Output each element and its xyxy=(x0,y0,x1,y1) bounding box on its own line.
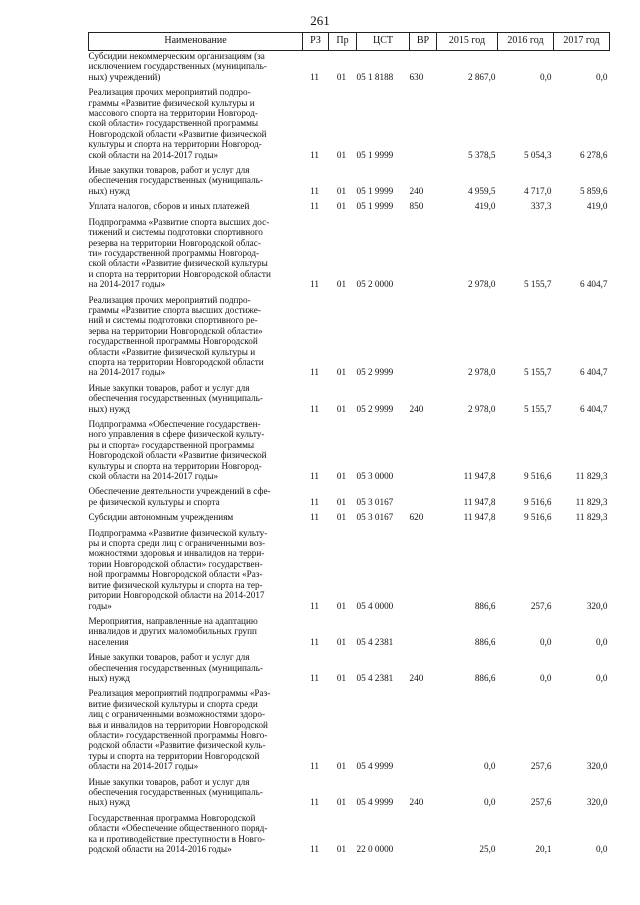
row-2016: 257,6 xyxy=(530,797,552,808)
row-pr: 01 xyxy=(336,496,347,507)
row-2016: 0,0 xyxy=(540,71,552,82)
row-pr: 01 xyxy=(336,797,347,808)
row-2015: 886,6 xyxy=(474,600,496,611)
row-2016: 0,0 xyxy=(540,672,552,683)
table-header-row xyxy=(89,33,610,51)
row-2016: 4 717,0 xyxy=(523,185,552,196)
row-rz: 11 xyxy=(310,761,319,772)
row-2017: 0,0 xyxy=(596,71,608,82)
header-pr: Пр xyxy=(329,33,357,51)
row-name: Иные закупки товаров, работ и услуг для обеспечения государственных (муниципаль- ных) нужд xyxy=(88,382,263,414)
row-cst: 05 4 9999 xyxy=(356,797,394,808)
row-2015: 886,6 xyxy=(474,636,496,647)
row-2016: 257,6 xyxy=(530,761,552,772)
row-vr xyxy=(410,217,437,292)
row-2017: 419,0 xyxy=(586,201,608,212)
table-row xyxy=(89,512,610,524)
table-row xyxy=(89,51,610,85)
row-2016: 0,0 xyxy=(540,636,552,647)
row-rz: 11 xyxy=(310,636,319,647)
row-rz: 11 xyxy=(310,496,319,507)
row-pr: 01 xyxy=(336,471,347,482)
row-vr xyxy=(410,486,437,509)
row-vr xyxy=(410,87,437,162)
row-name: Субсидии некоммерческим организациям (за исключением государственных (муниципаль- ных) учреждений) xyxy=(88,51,267,82)
row-name: Субсидии автономным учреждениям xyxy=(88,512,234,523)
row-name: Иные закупки товаров, работ и услуг для обеспечения государственных (муниципаль- ных) нужд xyxy=(88,652,263,683)
row-2015: 11 947,8 xyxy=(463,512,496,523)
row-rz: 11 xyxy=(310,149,319,160)
row-pr: 01 xyxy=(336,367,347,378)
row-vr: 850 xyxy=(409,201,424,212)
row-2015: 4 959,5 xyxy=(467,185,496,196)
row-pr: 01 xyxy=(336,185,347,196)
row-2016: 9 516,6 xyxy=(523,512,552,523)
row-2017: 11 829,3 xyxy=(575,471,608,482)
row-2015: 419,0 xyxy=(474,201,496,212)
row-2017: 11 829,3 xyxy=(575,512,608,523)
table-row xyxy=(89,777,610,810)
row-2017: 320,0 xyxy=(586,600,608,611)
row-vr: 240 xyxy=(409,672,424,683)
row-name: Реализация мероприятий подпрограммы «Раз- витие физической культуры и спорта среди лиц с ограниченными возможностями здоро- вья и инвалидов на территории Новгородской области» государственной программы Новго- родской области «Развитие физической куль- туры и спорта на территории Новгородской области на 2014-2017 годы» xyxy=(88,688,271,772)
row-2017: 0,0 xyxy=(596,844,608,855)
row-2016: 5 155,7 xyxy=(523,403,552,414)
table-row xyxy=(89,383,610,416)
row-name: Подпрограмма «Развитие физической культу- ры и спорта среди лиц с ограниченными воз- можностями здоровья и инвалидов на терри- тории Новгородской области» государствен- ной программы Новгородской области «Раз- витие физической культуры и спорта на тер- ритории Новгородской области на 2014-2017 годы» xyxy=(88,527,268,611)
header-rz: РЗ xyxy=(303,33,329,51)
row-2016: 337,3 xyxy=(530,201,552,212)
row-rz: 11 xyxy=(310,844,319,855)
row-rz: 11 xyxy=(310,367,319,378)
row-cst: 05 4 2381 xyxy=(356,672,394,683)
header-2016: 2016 год xyxy=(498,33,554,51)
table-row xyxy=(89,528,610,613)
row-rz: 11 xyxy=(310,600,319,611)
row-2016: 20,1 xyxy=(535,844,552,855)
row-name: Подпрограмма «Развитие спорта высших дос- тижений и системы подготовки спортивного резерва на территории Новгородской облас- ти» государственной программы Новгород- ской области «Развитие физической культуры и спорта на территории Новгородской области на 2014-2017 годы» xyxy=(88,216,271,290)
row-pr: 01 xyxy=(336,844,347,855)
row-pr: 01 xyxy=(336,600,347,611)
row-2016: 9 516,6 xyxy=(523,496,552,507)
row-2016: 5 155,7 xyxy=(523,367,552,378)
table-row xyxy=(89,652,610,685)
row-pr: 01 xyxy=(336,149,347,160)
table-row xyxy=(89,616,610,649)
row-2015: 2 978,0 xyxy=(467,279,496,290)
row-pr: 01 xyxy=(336,761,347,772)
row-rz: 11 xyxy=(310,279,319,290)
row-vr: 240 xyxy=(409,185,424,196)
row-cst: 05 4 2381 xyxy=(356,636,394,647)
row-pr: 01 xyxy=(336,512,347,523)
table-row xyxy=(89,813,610,857)
row-pr: 01 xyxy=(336,636,347,647)
row-2015: 886,6 xyxy=(474,672,496,683)
row-name: Мероприятия, направленные на адаптацию инвалидов и других маломобильных групп населения xyxy=(88,615,258,647)
row-2015: 2 867,0 xyxy=(467,71,496,82)
row-2017: 0,0 xyxy=(596,636,608,647)
row-cst: 05 4 0000 xyxy=(356,600,394,611)
row-vr xyxy=(410,419,437,483)
row-cst: 05 3 0167 xyxy=(356,512,394,523)
row-2017: 5 859,6 xyxy=(579,185,608,196)
row-name: Иные закупки товаров, работ и услуг для обеспечения государственных (муниципаль- ных) нужд xyxy=(88,165,263,196)
table-row xyxy=(89,486,610,509)
row-2015: 2 978,0 xyxy=(467,403,496,414)
row-rz: 11 xyxy=(310,185,319,196)
row-2017: 6 404,7 xyxy=(579,367,608,378)
row-name: Иные закупки товаров, работ и услуг для обеспечения государственных (муниципаль- ных) нужд xyxy=(88,776,263,808)
row-vr: 240 xyxy=(409,403,424,414)
row-2017: 320,0 xyxy=(586,797,608,808)
budget-table xyxy=(88,32,610,856)
row-2017: 320,0 xyxy=(586,761,608,772)
header-vr: ВР xyxy=(410,33,437,51)
row-rz: 11 xyxy=(310,471,319,482)
table-row xyxy=(89,201,610,213)
row-cst: 05 3 0167 xyxy=(356,496,394,507)
row-2016: 5 054,3 xyxy=(523,149,552,160)
row-pr: 01 xyxy=(336,201,347,212)
row-cst: 05 1 8188 xyxy=(356,71,394,82)
row-2015: 25,0 xyxy=(479,844,496,855)
header-cst: ЦСТ xyxy=(357,33,410,51)
row-2015: 0,0 xyxy=(484,797,496,808)
row-name: Государственная программа Новгородской области «Обеспечение общественного поряд- ка и противодействие преступности в Новго- родской области на 2014-2016 годы» xyxy=(88,812,268,855)
row-2015: 11 947,8 xyxy=(463,471,496,482)
row-rz: 11 xyxy=(310,201,319,212)
row-vr: 630 xyxy=(409,71,424,82)
row-cst: 05 1 9999 xyxy=(356,149,394,160)
row-cst: 05 2 9999 xyxy=(356,403,394,414)
header-2015: 2015 год xyxy=(437,33,498,51)
row-name: Обеспечение деятельности учреждений в сфе- ре физической культуры и спорта xyxy=(88,486,271,507)
row-pr: 01 xyxy=(336,403,347,414)
row-vr xyxy=(410,295,437,380)
row-vr xyxy=(410,688,437,773)
row-rz: 11 xyxy=(310,71,319,82)
row-vr: 620 xyxy=(409,512,424,523)
row-cst: 05 4 9999 xyxy=(356,761,394,772)
row-cst: 05 2 0000 xyxy=(356,279,394,290)
table-row xyxy=(89,419,610,483)
row-2015: 5 378,5 xyxy=(467,149,496,160)
table-row xyxy=(89,688,610,773)
row-rz: 11 xyxy=(310,512,319,523)
row-cst: 05 2 9999 xyxy=(356,367,394,378)
table-row xyxy=(89,217,610,292)
row-cst: 22 0 0000 xyxy=(356,844,394,855)
row-name: Реализация прочих мероприятий подпро- граммы «Развитие спорта высших достиже- ний и системы подготовки спортивного ре- зерва на территории Новгородской области» государственной программы Новгородской области «Развитие физической культуры и спорта на территории Новгородской области на 2014-2017 годы» xyxy=(88,294,264,378)
row-2017: 6 404,7 xyxy=(579,403,608,414)
row-2016: 257,6 xyxy=(530,600,552,611)
row-2015: 2 978,0 xyxy=(467,367,496,378)
page-number: 261 xyxy=(310,13,330,28)
row-2017: 6 278,6 xyxy=(579,149,608,160)
header-2017: 2017 год xyxy=(554,33,610,51)
row-vr xyxy=(410,528,437,613)
row-name: Реализация прочих мероприятий подпро- граммы «Развитие физической культуры и массового спорта на территории Новгород- ской области» государственной программы Новгородской области «Развитие физической культуры и спорта на территории Новгород- ской области на 2014-2017 годы» xyxy=(88,87,267,160)
row-pr: 01 xyxy=(336,672,347,683)
row-rz: 11 xyxy=(310,403,319,414)
row-2017: 11 829,3 xyxy=(575,496,608,507)
row-pr: 01 xyxy=(336,71,347,82)
row-rz: 11 xyxy=(310,797,319,808)
row-2015: 11 947,8 xyxy=(463,496,496,507)
row-2015: 0,0 xyxy=(484,761,496,772)
row-cst: 05 1 9999 xyxy=(356,201,394,212)
row-rz: 11 xyxy=(310,672,319,683)
row-vr: 240 xyxy=(409,797,424,808)
row-name: Уплата налогов, сборов и иных платежей xyxy=(88,201,250,212)
row-cst: 05 3 0000 xyxy=(356,471,394,482)
row-2016: 5 155,7 xyxy=(523,279,552,290)
table-row xyxy=(89,295,610,380)
row-2017: 0,0 xyxy=(596,672,608,683)
row-name: Подпрограмма «Обеспечение государствен- ного управления в сфере физической культу- ры и спорта» государственной программы Новгородской области «Развитие физической культуры и спорта на территории Новгород- ской области на 2014-2017 годы» xyxy=(88,419,267,482)
header-name: Наименование xyxy=(89,33,303,51)
row-vr xyxy=(410,813,437,857)
table-row xyxy=(89,87,610,162)
row-pr: 01 xyxy=(336,279,347,290)
table-body xyxy=(89,51,610,857)
table-row xyxy=(89,165,610,198)
row-cst: 05 1 9999 xyxy=(356,185,394,196)
row-2017: 6 404,7 xyxy=(579,279,608,290)
row-2016: 9 516,6 xyxy=(523,471,552,482)
row-vr xyxy=(410,616,437,649)
